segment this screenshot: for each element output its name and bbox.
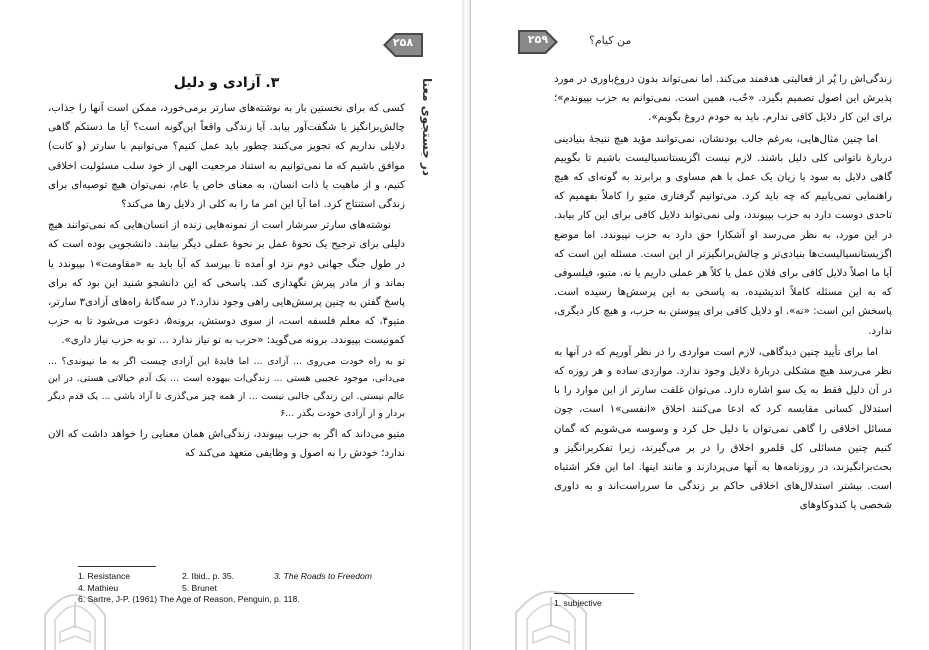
paragraph: نوشته‌های سارتر سرشار است از نمونه‌هایی زنده از انسان‌هایی که نمی‌توانند هیچ دلیلی برای ترجیح یک نحوهٔ عمل بر نحوهٔ عملی دیگر بیابند. دانشجویی بوده است که در طول جنگ جهانی دوم نزد او آمده تا بپرسد که آیا باید به «مقاومت»۱ بپیوندد یا بماند و از مادر پیرش نگهداری کند. پاسخی که این دانشجو شنید این بود که برای پاسخ گفتن به چنین پرسش‌هایی راهی وجود ندارد.۲ در سه‌گانهٔ راه‌های آزادی۳ سارتر، متیو۴، که معلم فلسفه است، از سوی دوستش، برونه۵، دعوت می‌شود تا به حزب کمونیست بپیوندد. برونه می‌گوید: «حزب به تو نیاز ندارد ... تو به حزب نیاز داری». bbox=[48, 220, 405, 347]
page-number-badge bbox=[383, 33, 423, 57]
footnote: 4. Mathieu bbox=[78, 582, 119, 593]
paragraph: کسی که برای نخستین بار به نوشته‌های سارتر برمی‌خورد، ممکن است آنها را جذاب، چالش‌برانگیز یا شگفت‌آور بیابد. آیا زندگی واقعاً این‌گونه است؟ آیا ما دستکم گاهی دلایلی نداریم که تجویز می‌کنند چطور باید عمل کنیم؟ می‌توانیم با سارتر (و کانت) موافق باشیم که ما نمی‌توانیم به استناد مرجعیت الهی از خود سلب مسئولیت اخلاقی کنیم، و از ماهیت یا ذات انسان، به معنای خاص یا عام، نمی‌توان هیچ توصیه‌ای برای زندگی استنتاج کرد. اما آیا این امر ما را به کلی از دلایل رها می‌کند؟ bbox=[48, 103, 405, 211]
footnote: 1. Resistance bbox=[78, 571, 131, 581]
left-book-page bbox=[0, 0, 463, 650]
footnote-divider bbox=[78, 566, 156, 567]
footnote-row bbox=[78, 571, 418, 583]
footnote: 2. Ibid., p. 35. bbox=[182, 571, 235, 581]
page-number: ۲۵۹ bbox=[527, 33, 549, 46]
library-watermark-icon bbox=[40, 580, 110, 650]
footnote: 6. Sartre, J-P. (1961) The Age of Reason, Penguin, p. 118. bbox=[78, 594, 300, 604]
section-title: ۳. آزادی و دلیل bbox=[173, 75, 280, 91]
left-body-text bbox=[48, 73, 405, 465]
footnote: 5. Brunet bbox=[182, 582, 217, 593]
block-quote: تو به راه خودت می‌روی ... آزادی ... اما فایدهٔ این آزادی چیست اگر به ما نپیوندی؟ ... می‌دانی، موجود عجیبی هستی ... زندگی‌ات بیهوده است ... یک آدم خیالاتی هستی. در این عالم نیستی. این زندگی جالبی نیست ... از همه چیز می‌گذری تا آزاد باشی ... یک قدم دیگر بردار و از آزادی خودت بگذر ...۶ bbox=[48, 355, 405, 420]
footnote-row bbox=[78, 583, 418, 595]
library-watermark-icon bbox=[511, 575, 591, 650]
right-body-text bbox=[554, 70, 892, 518]
book-gutter bbox=[462, 0, 470, 650]
paragraph: متیو می‌داند که اگر به حزب بپیوندد، زندگی‌اش همان معنایی را خواهد داشت که الان ندارد؛ خودش را به اصول و وظایفی متعهد می‌کند که bbox=[48, 428, 405, 459]
paragraph: اما برای تأیید چنین دیدگاهی، لازم است مواردی را در نظر آوریم که در آنها به نظر می‌رسد هیچ مشکلی دربارهٔ دلایل وجود ندارد. مواردی ساده و هر روزه که در آن دلیل فقط به یک سو اشاره دارد. می‌توان غلفت سارتر از این موارد را با استدلال کسانی مقایسه کرد که ادعا می‌کنند اخلاق «انفسی»۱ است، چون مسائل اخلاقی را گاهی نمی‌توان با دلیل حل کرد و وسوسه می‌شویم که گمان کنیم چنین مسائلی کل قلمرو اخلاق را در بر می‌گیرند، زیرا تفکربرانگیز و بحث‌برانگیزند، در روزنامه‌ها به آنها می‌پردازند و مانند اینها. اما این فکر اشتباه است. بیشتر استدلال‌های اخلاقی حاکم بر زندگی ما سرراست‌اند و به داوری شخصی یا کندوکاوهای bbox=[554, 346, 892, 512]
page-number: ۲۵۸ bbox=[392, 36, 414, 49]
running-head: من کیام؟ bbox=[589, 34, 632, 47]
footnotes bbox=[78, 571, 418, 606]
paragraph: اما چنین مثال‌هایی، به‌رغم جالب بودنشان، نمی‌توانند مؤید هیچ نتیجهٔ بنیادینی دربارهٔ ناتوانی کلی دلیل باشند. لازم نیست اگزیستانسیالیست باشیم تا بگوییم گاهی دلایل به سود یا زیان یک عمل با هم مساوی و برابرند به گونه‌ای که هیچ راهنمایی نمی‌یابیم که چه باید کرد. می‌توانیم گرفتاری متیو را کاملاً بفهمیم که تاحدی دوست دارد به حزب بپیوندد، ولی نمی‌تواند دلایل کافی برای این کار بیابد. در این مورد، به نظر می‌رسد او آشکارا حق دارد به حزب نپیوندد. اما موضع اگزیستانسیالیست‌ها بنیادی‌تر و چالش‌برانگیزتر از این است. مسئله این است که آیا ما اصلاً دلایل کافی برای فلان عمل یا کلاً هر عملی داریم یا نه. متیو، فیلسوفی که به این مسئله کاملاً اندیشیده، به پاسخی به این پرسش‌ها رسیده است. پاسخش این است: «نه». او دلایل کافی برای پیوستن به حزب، و هیچ کار دیگری، ندارد. bbox=[554, 133, 892, 337]
right-book-page bbox=[470, 0, 929, 650]
page-number-badge bbox=[518, 30, 558, 54]
running-vertical-title: در جستجوی معنا bbox=[420, 78, 434, 176]
footnote-row bbox=[78, 594, 418, 606]
footnote: 3. The Roads to Freedom bbox=[274, 571, 372, 581]
footnote: 1. subjective bbox=[554, 598, 602, 608]
paragraph: زندگی‌اش را پُر از فعالیتی هدفمند می‌کند. اما نمی‌تواند بدون دروغ‌باوری در مورد پذیرش این اصول تصمیم بگیرد. «حُب، همین است. نمی‌توانم به حزب بپیوندم»؛ برای این کار دلایل کافی ندارم. باید به خودم دروغ بگویم». bbox=[554, 74, 892, 124]
